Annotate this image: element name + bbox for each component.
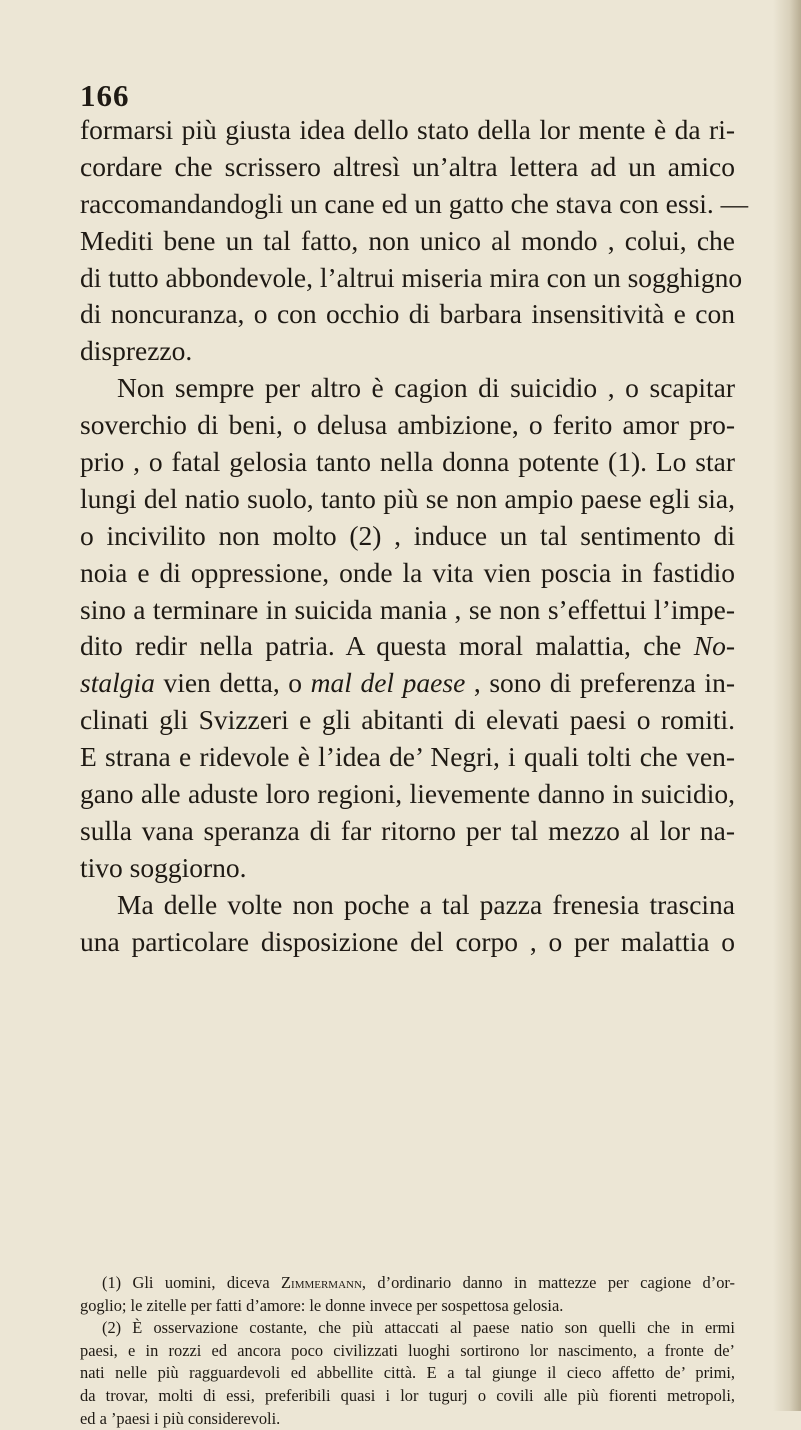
text-line: E strana e ridevole è l’idea de’ Negri, i quali tolti che ven- (80, 741, 735, 773)
italic-term: stalgia (80, 667, 155, 699)
text-line: noia e di oppressione, onde la vita vien poscia in fastidio (80, 556, 735, 588)
author-name: Zimmermann (281, 1273, 362, 1292)
text-line: una particolare disposizione del corpo , o per malattia o (80, 925, 735, 957)
text-line: di noncuranza, o con occhio di barbara insensitività e con (80, 298, 735, 330)
text-line: prio , o fatal gelosia tanto nella donna potente (1). Lo star (80, 446, 735, 478)
footnote-line: ed a ’paesi i più considerevoli. (80, 1408, 281, 1428)
text-line: soverchio di beni, o delusa ambizione, o ferito amor pro- (80, 409, 735, 441)
footnote-line: paesi, e in rozzi ed ancora poco civilizzati luoghi sortirono lor nascimento, a fronte de’ (80, 1340, 735, 1360)
footnote-line: goglio; le zitelle per fatti d’amore: le donne invece per sospettosa gelosia. (80, 1295, 564, 1315)
text-segment: , d’ordinario danno in mattezze per cagione d’or- (361, 1273, 735, 1292)
text-line: formarsi più giusta idea dello stato della lor mente è da ri- (80, 114, 735, 145)
text-line: clinati gli Svizzeri e gli abitanti di elevati paesi o romiti. (80, 704, 735, 736)
footnote-line: (2) È osservazione costante, che più attaccati al paese natio son quelli che in ermi (102, 1318, 735, 1338)
text-line: gano alle aduste loro regioni, lievemente danno in suicidio, (80, 778, 735, 810)
text-line: cordare che scrissero altresì un’altra lettera ad un amico (80, 150, 735, 182)
italic-term: mal del paese (310, 667, 466, 699)
main-text (80, 112, 749, 960)
text-segment: vien detta, o (154, 667, 311, 699)
text-segment: (1) Gli uomini, diceva (102, 1273, 282, 1292)
page-edge-shadow (773, 0, 801, 1411)
text-line: o incivilito non molto (2) , induce un tal sentimento di (80, 519, 735, 551)
text-line: lungi del natio suolo, tanto più se non ampio paese egli sia, (80, 482, 735, 514)
footnotes (80, 1272, 735, 1430)
footnote-line (80, 1272, 735, 1295)
text-line: tivo soggiorno. (80, 851, 247, 883)
paragraph-start-line: Ma delle volte non poche a tal pazza frenesia trascina (117, 888, 735, 920)
text-line: disprezzo. (80, 335, 193, 367)
text-segment: , sono di preferenza in- (465, 667, 735, 699)
text-line: raccomandandogli un cane ed un gatto che stava con essi. — (80, 187, 749, 219)
page-number: 166 (80, 78, 130, 113)
text-line: sino a terminare in suicida mania , se non s’effettui l’impe- (80, 593, 735, 625)
footnote-line: nati nelle più ragguardevoli ed abbellite città. E a tal giunge il cieco affetto de’ primi, (80, 1363, 735, 1383)
text-segment: dito redir nella patria. A questa moral malattia, che (80, 630, 694, 662)
footnote-line: da trovar, molti di essi, preferibili quasi i lor tugurj o covili alle più fiorenti metropoli, (80, 1385, 735, 1405)
italic-term: No- (693, 630, 735, 662)
text-line-with-italic (80, 628, 735, 665)
paragraph-start-line: Non sempre per altro è cagion di suicidio , o scapitar (117, 372, 735, 404)
text-line: sulla vana speranza di far ritorno per tal mezzo al lor na- (80, 814, 735, 846)
text-line-with-italic (80, 665, 735, 702)
text-line: di tutto abbondevole, l’altrui miseria mira con un sogghigno (80, 261, 743, 293)
text-line: Mediti bene un tal fatto, non unico al mondo , colui, che (80, 224, 735, 256)
